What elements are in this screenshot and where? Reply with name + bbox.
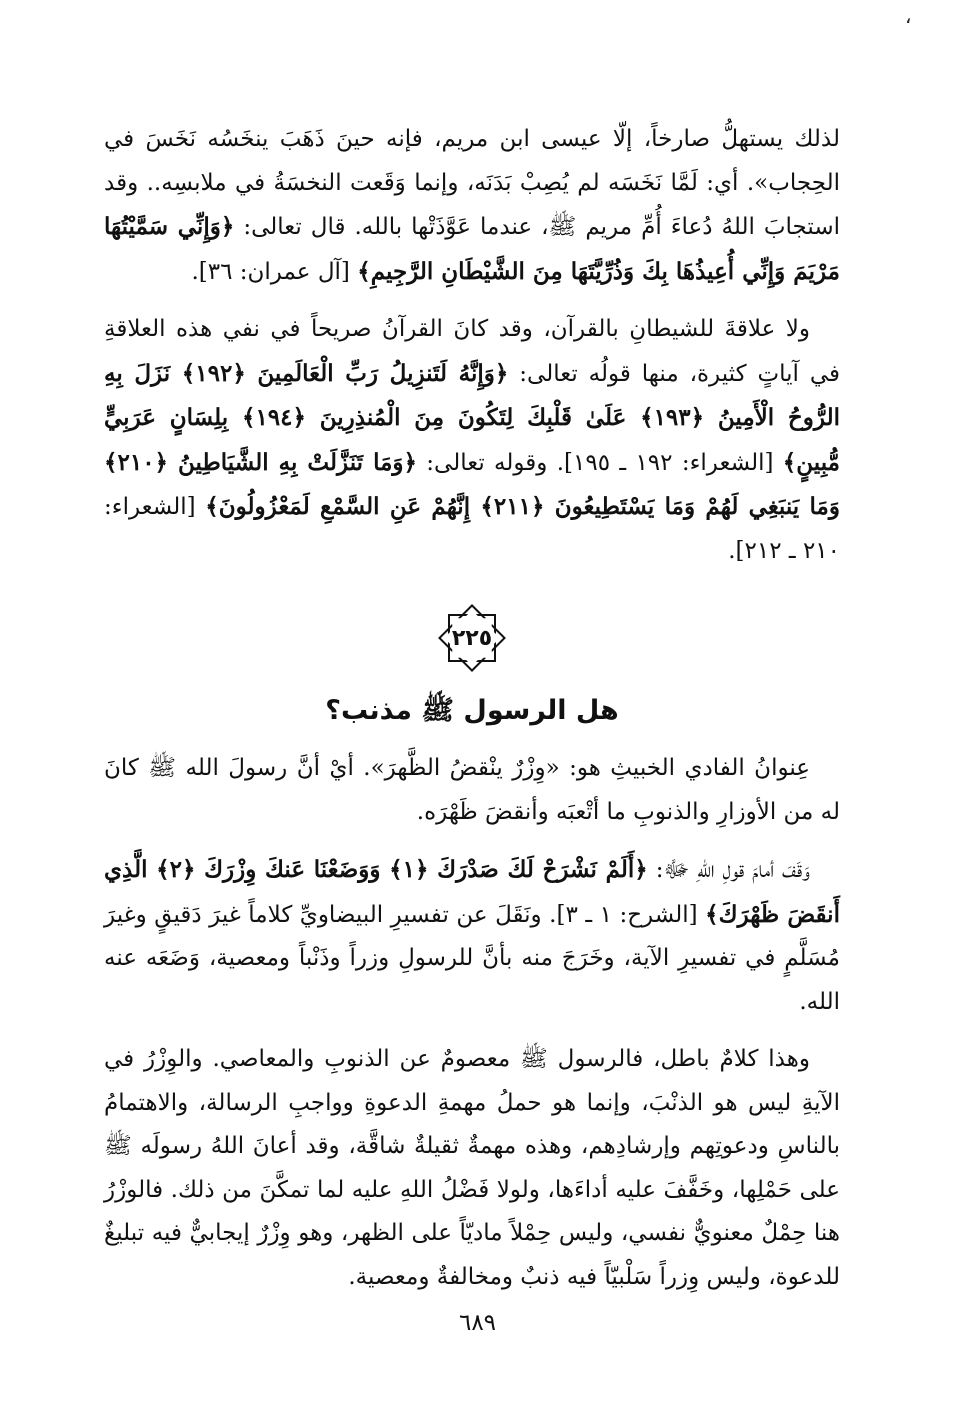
page-number: ٦٨٩ (458, 1310, 497, 1336)
page-content (104, 118, 840, 1313)
section-title: هل الرسول ﷺ مذنب؟ (325, 695, 619, 726)
quran-verse: ﴿أَلَمْ نَشْرَحْ لَكَ صَدْرَكَ ﴿١﴾ وَوَضَعْنَا عَنكَ وِزْرَكَ ﴿٢﴾ الَّذِي أَنقَضَ ظَهْرَكَ﴾ (104, 856, 840, 928)
verse-citation: [آل عمران: ٣٦]. (191, 258, 358, 285)
verse-citation: [الشعراء: ٢١٠ ـ ٢١٢]. (104, 494, 840, 564)
paragraph-4-text: وَقَفَ أمامَ قولِ اللهِ ﷻ: (647, 857, 810, 883)
quran-verse: ﴿وَإِنِّي سَمَّيْتُهَا مَرْيَمَ وَإِنِّي أُعِيذُهَا بِكَ وَذُرِّيَّتَهَا مِنَ الشَّيْطَانِ الرَّجِيمِ﴾ (104, 213, 840, 285)
paragraph-2-text: ولا علاقةَ للشيطانِ بالقرآن، وقد كانَ القرآنُ صريحاً في نفي هذه العلاقةِ في آياتٍ كثيرة، منها قولُه تعالى: (104, 316, 841, 387)
quran-verse: ﴿وَمَا تَنَزَّلَتْ بِهِ الشَّيَاطِينُ ﴿٢١٠﴾ وَمَا يَنبَغِي لَهُمْ وَمَا يَسْتَطِيعُونَ ﴿٢١١﴾ إِنَّهُمْ عَنِ السَّمْعِ لَمَعْزُولُونَ﴾ (104, 448, 840, 520)
section-number-badge (104, 593, 840, 689)
corner-mark: ، (905, 4, 912, 28)
quran-verse: ﴿وَإِنَّهُ لَتَنزِيلُ رَبِّ الْعَالَمِينَ ﴿١٩٢﴾ نَزَلَ بِهِ الرُّوحُ الْأَمِينُ ﴿١٩٣﴾ عَلَىٰ قَلْبِكَ لِتَكُونَ مِنَ الْمُنذِرِينَ ﴿١٩٤﴾ بِلِسَانٍ عَرَبِيٍّ مُّبِينٍ﴾ (104, 359, 840, 476)
paragraph-1 (104, 118, 840, 294)
paragraph-5-text: وهذا كلامٌ باطل، فالرسول ﷺ معصومٌ عن الذنوبِ والمعاصي. والوِزْرُ في الآيةِ ليس هو الذنْبَ، وإنما هو حملُ مهمةِ الدعوةِ وواجبِ الرسالة، والاهتمامُ بالناسِ ودعوتِهم وإرشادِهم، وهذه مهمةٌ ثقيلةٌ شاقَّة، وقد أعانَ اللهُ رسولَه ﷺ على حَمْلِها، وخَفَّفَ عليه أداءَها، ولولا فَضْلُ اللهِ عليه لما تمكَّنَ من ذلك. فالوزْرُ هنا حِمْلٌ معنويٌّ نفسي، وليس حِمْلاً ماديّاً على الظهر، وهو وِزْرٌ إيجابيٌّ فيه تبليغٌ للدعوة، وليس وِزراً سَلْبيّاً فيه ذنبٌ ومخالفةٌ ومعصية. (104, 1046, 840, 1290)
section-number: ٢٢٥ (451, 625, 493, 651)
verse-citation: [الشعراء: ١٩٢ ـ ١٩٥]. وقوله تعالى: (416, 449, 783, 476)
paragraph-2 (104, 308, 840, 573)
paragraph-4 (104, 848, 840, 1024)
paragraph-5 (104, 1038, 840, 1299)
paragraph-3-text: عِنوانُ الفادي الخبيثِ هو: «وِزْرٌ ينْقضُ الظَّهرَ». أيْ أنَّ رسولَ الله ﷺ كانَ له من الأوزارِ والذنوبِ ما أتْعبَه وأنقضَ ظَهْرَه. (104, 755, 840, 825)
paragraph-1-text: لذلك يستهلُّ صارخاً، إلّا عيسى ابن مريم، فإنه حينَ ذَهَبَ ينخَسُه نَخَسَ في الحِجاب». أي: لَمَّا نَخَسَه لم يُصِبْ بَدَنَه، وإنما وَقَعت النخسَةُ في ملابسِه.. وقد استجابَ اللهُ دُعاءَ أُمِّ مريم ﷺ، عندما عَوَّذَتْها بالله. قال تعالى: (104, 126, 840, 240)
verse-citation: [الشرح: ١ ـ ٣]. ونَقَلَ عن تفسيرِ البيضاويِّ كلاماً غيرَ دَقيقٍ وغيرَ مُسَلَّمٍ في تفسيرِ الآية، وخَرَجَ منه بأنَّ للرسولِ وزراً وذَنْباً ومعصية، وَضَعَه عنه الله. (104, 901, 840, 1015)
paragraph-3 (104, 747, 840, 834)
